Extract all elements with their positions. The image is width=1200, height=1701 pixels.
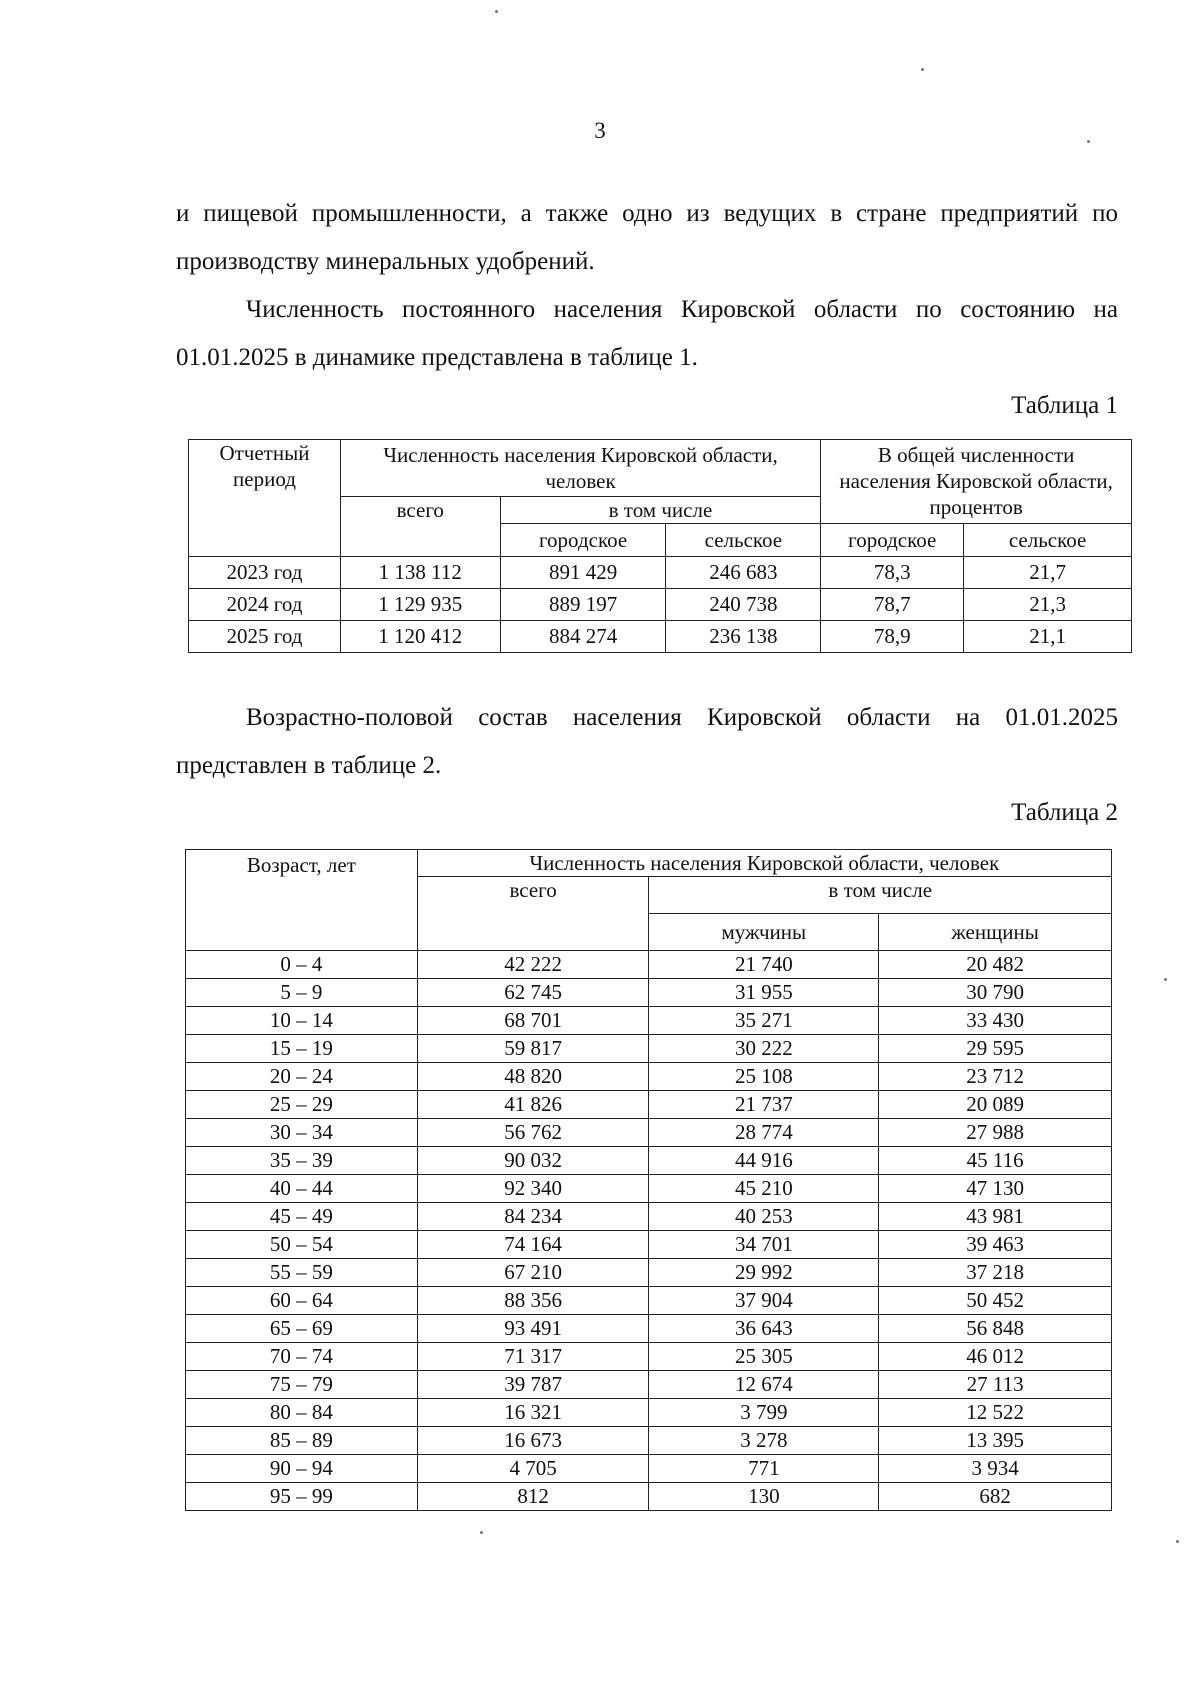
cell-total: 39 787	[417, 1371, 649, 1399]
cell-men: 35 271	[649, 1007, 879, 1035]
table-row	[189, 557, 1132, 589]
cell-total: 1 120 412	[340, 621, 500, 653]
cell-total: 56 762	[417, 1119, 649, 1147]
age-sex-table	[185, 849, 1112, 1511]
cell-rural-pct: 21,7	[964, 557, 1132, 589]
table-row	[186, 1315, 1112, 1343]
cell-age: 75 – 79	[186, 1371, 418, 1399]
cell-total: 68 701	[417, 1007, 649, 1035]
cell-age: 5 – 9	[186, 979, 418, 1007]
header-women: женщины	[879, 914, 1112, 951]
table-row	[186, 1259, 1112, 1287]
header-total: всего	[340, 497, 500, 557]
cell-total: 41 826	[417, 1091, 649, 1119]
cell-total: 84 234	[417, 1203, 649, 1231]
scan-speck	[495, 10, 498, 13]
table-row	[186, 1343, 1112, 1371]
table-row	[186, 1063, 1112, 1091]
cell-men: 21 737	[649, 1091, 879, 1119]
cell-age: 80 – 84	[186, 1399, 418, 1427]
cell-women: 50 452	[879, 1287, 1112, 1315]
table2-caption: Таблица 2	[1011, 799, 1118, 826]
cell-women: 20 482	[879, 951, 1112, 979]
cell-men: 25 108	[649, 1063, 879, 1091]
table-row	[186, 1119, 1112, 1147]
table-row	[186, 1427, 1112, 1455]
scan-speck	[480, 1531, 483, 1534]
header-including: в том числе	[500, 497, 821, 524]
cell-age: 40 – 44	[186, 1175, 418, 1203]
cell-age: 65 – 69	[186, 1315, 418, 1343]
header-age: Возраст, лет	[186, 850, 418, 951]
cell-men: 34 701	[649, 1231, 879, 1259]
cell-men: 3 278	[649, 1427, 879, 1455]
cell-rural-pct: 21,1	[964, 621, 1132, 653]
header-share: В общей численности населения Кировской области, процентов	[821, 440, 1132, 524]
page-number: 3	[594, 118, 606, 143]
cell-total: 71 317	[417, 1343, 649, 1371]
scan-speck	[921, 68, 924, 71]
cell-men: 36 643	[649, 1315, 879, 1343]
cell-women: 12 522	[879, 1399, 1112, 1427]
table-row	[186, 1287, 1112, 1315]
table-row	[186, 951, 1112, 979]
cell-age: 0 – 4	[186, 951, 418, 979]
cell-women: 27 988	[879, 1119, 1112, 1147]
paragraph-continuation: и пищевой промышленности, а также одно из ведущих в стране предприятий по производству минеральных удобрений.	[176, 200, 1118, 275]
cell-total: 16 673	[417, 1427, 649, 1455]
cell-total: 812	[417, 1483, 649, 1511]
cell-age: 15 – 19	[186, 1035, 418, 1063]
cell-age: 95 – 99	[186, 1483, 418, 1511]
header-population: Численность населения Кировской области, человек	[417, 850, 1111, 877]
cell-rural-pct: 21,3	[964, 589, 1132, 621]
cell-age: 25 – 29	[186, 1091, 418, 1119]
cell-age: 20 – 24	[186, 1063, 418, 1091]
table-row	[186, 1203, 1112, 1231]
cell-men: 130	[649, 1483, 879, 1511]
cell-total: 4 705	[417, 1455, 649, 1483]
cell-men: 771	[649, 1455, 879, 1483]
cell-age: 45 – 49	[186, 1203, 418, 1231]
table-row	[186, 1147, 1112, 1175]
cell-rural: 240 738	[666, 589, 821, 621]
cell-age: 70 – 74	[186, 1343, 418, 1371]
cell-age: 60 – 64	[186, 1287, 418, 1315]
cell-women: 45 116	[879, 1147, 1112, 1175]
cell-urban: 889 197	[500, 589, 666, 621]
cell-age: 35 – 39	[186, 1147, 418, 1175]
table-row	[186, 979, 1112, 1007]
cell-men: 31 955	[649, 979, 879, 1007]
table-row	[186, 1371, 1112, 1399]
cell-total: 88 356	[417, 1287, 649, 1315]
cell-men: 44 916	[649, 1147, 879, 1175]
cell-total: 67 210	[417, 1259, 649, 1287]
cell-total: 59 817	[417, 1035, 649, 1063]
cell-women: 33 430	[879, 1007, 1112, 1035]
cell-women: 682	[879, 1483, 1112, 1511]
cell-total: 16 321	[417, 1399, 649, 1427]
table-row	[186, 1035, 1112, 1063]
cell-total: 90 032	[417, 1147, 649, 1175]
table-row	[189, 621, 1132, 653]
table-row	[186, 1007, 1112, 1035]
header-rural: сельское	[666, 524, 821, 557]
header-including: в том числе	[649, 877, 1112, 914]
cell-women: 13 395	[879, 1427, 1112, 1455]
cell-rural: 246 683	[666, 557, 821, 589]
cell-men: 21 740	[649, 951, 879, 979]
cell-women: 30 790	[879, 979, 1112, 1007]
table-row	[186, 1231, 1112, 1259]
age-table-body	[186, 951, 1112, 1511]
cell-total: 42 222	[417, 951, 649, 979]
cell-urban: 891 429	[500, 557, 666, 589]
table-row	[186, 1455, 1112, 1483]
cell-age: 10 – 14	[186, 1007, 418, 1035]
header-total: всего	[417, 877, 649, 951]
cell-women: 29 595	[879, 1035, 1112, 1063]
cell-men: 29 992	[649, 1259, 879, 1287]
cell-age: 85 – 89	[186, 1427, 418, 1455]
cell-urban-pct: 78,3	[821, 557, 964, 589]
cell-men: 37 904	[649, 1287, 879, 1315]
table-row	[186, 1399, 1112, 1427]
cell-women: 27 113	[879, 1371, 1112, 1399]
cell-men: 30 222	[649, 1035, 879, 1063]
cell-urban-pct: 78,7	[821, 589, 964, 621]
cell-period: 2024 год	[189, 589, 341, 621]
cell-men: 40 253	[649, 1203, 879, 1231]
cell-age: 55 – 59	[186, 1259, 418, 1287]
cell-total: 1 129 935	[340, 589, 500, 621]
header-rural-pct: сельское	[964, 524, 1132, 557]
cell-total: 48 820	[417, 1063, 649, 1091]
cell-women: 39 463	[879, 1231, 1112, 1259]
cell-age: 90 – 94	[186, 1455, 418, 1483]
cell-women: 37 218	[879, 1259, 1112, 1287]
header-period: Отчетный период	[189, 440, 341, 557]
cell-rural: 236 138	[666, 621, 821, 653]
table1-caption: Таблица 1	[1011, 392, 1118, 419]
header-men: мужчины	[649, 914, 879, 951]
cell-women: 20 089	[879, 1091, 1112, 1119]
scan-speck	[1176, 1540, 1179, 1543]
cell-men: 45 210	[649, 1175, 879, 1203]
cell-total: 92 340	[417, 1175, 649, 1203]
cell-urban: 884 274	[500, 621, 666, 653]
paragraph-table2-intro: Возрастно-половой состав населения Кировской области на 01.01.2025 представлен в таблице 2.	[176, 704, 1118, 779]
paragraph-table1-intro: Численность постоянного населения Кировской области по состоянию на 01.01.2025 в динамике представлена в таблице 1.	[176, 296, 1118, 371]
cell-women: 23 712	[879, 1063, 1112, 1091]
table-row	[189, 589, 1132, 621]
cell-age: 50 – 54	[186, 1231, 418, 1259]
cell-women: 46 012	[879, 1343, 1112, 1371]
cell-total: 93 491	[417, 1315, 649, 1343]
table-row	[186, 1175, 1112, 1203]
cell-total: 62 745	[417, 979, 649, 1007]
cell-men: 3 799	[649, 1399, 879, 1427]
cell-women: 56 848	[879, 1315, 1112, 1343]
table-row	[186, 1483, 1112, 1511]
cell-total: 74 164	[417, 1231, 649, 1259]
cell-men: 12 674	[649, 1371, 879, 1399]
cell-women: 43 981	[879, 1203, 1112, 1231]
cell-age: 30 – 34	[186, 1119, 418, 1147]
header-population: Численность населения Кировской области, человек	[340, 440, 820, 497]
cell-women: 3 934	[879, 1455, 1112, 1483]
header-urban-pct: городское	[821, 524, 964, 557]
scan-speck	[1164, 978, 1167, 981]
population-table	[188, 439, 1132, 653]
cell-total: 1 138 112	[340, 557, 500, 589]
cell-period: 2023 год	[189, 557, 341, 589]
cell-period: 2025 год	[189, 621, 341, 653]
cell-men: 28 774	[649, 1119, 879, 1147]
cell-women: 47 130	[879, 1175, 1112, 1203]
cell-urban-pct: 78,9	[821, 621, 964, 653]
header-urban: городское	[500, 524, 666, 557]
cell-men: 25 305	[649, 1343, 879, 1371]
table-row	[186, 1091, 1112, 1119]
